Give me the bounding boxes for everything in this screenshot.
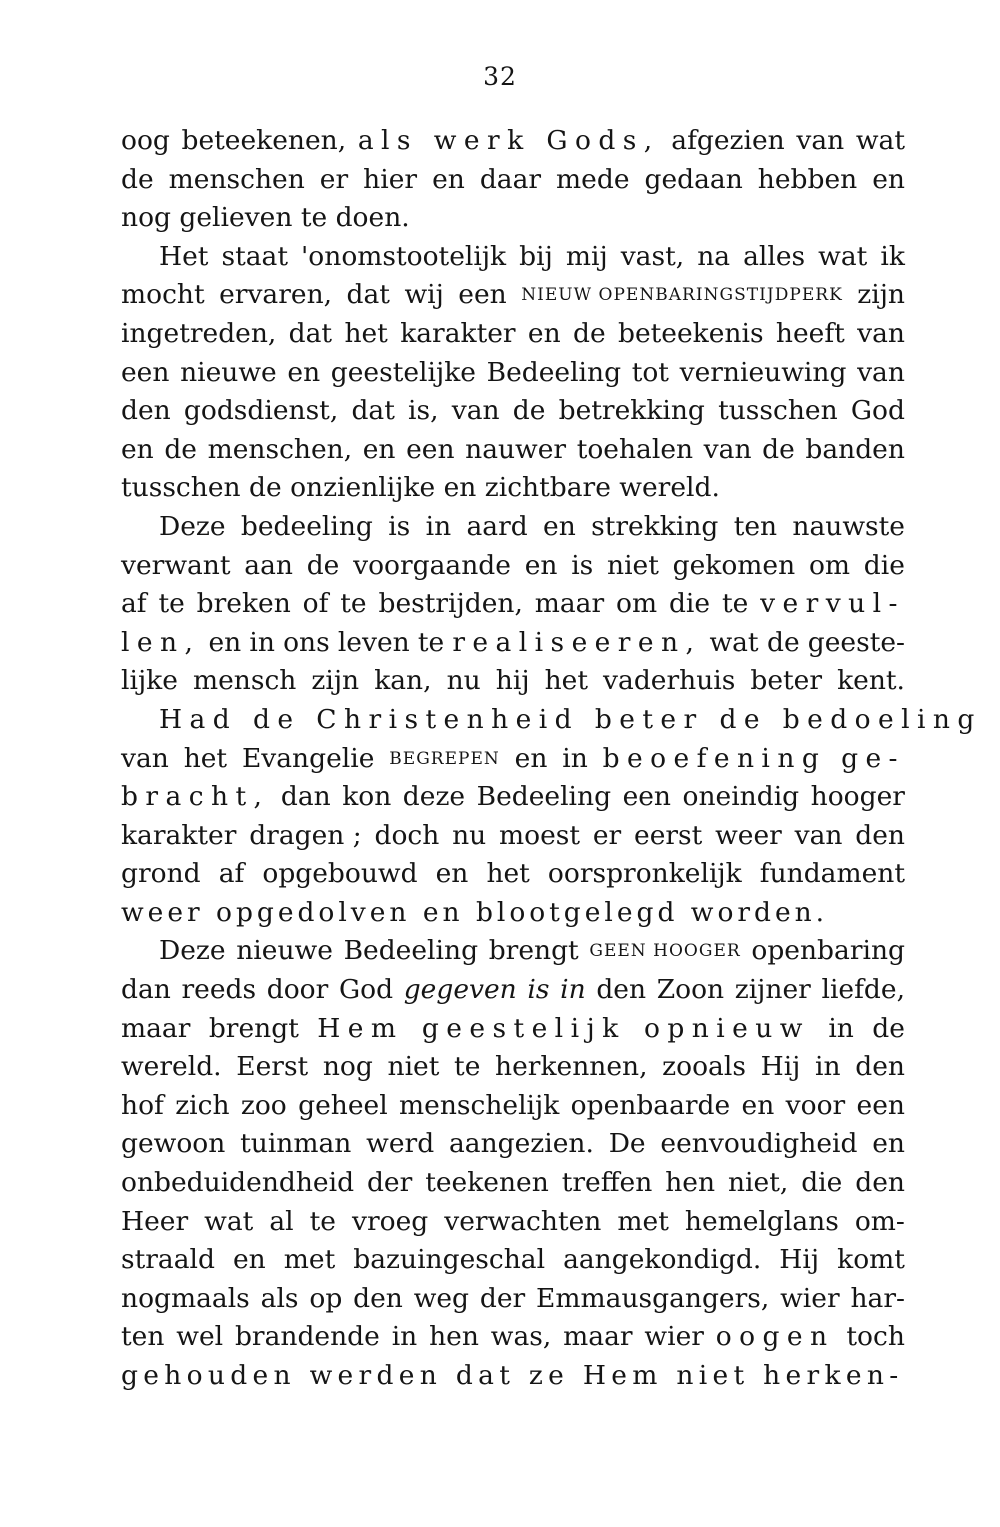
word: weg [413,1282,470,1314]
word: geestelijke [330,356,476,388]
word: liefde, [821,974,905,1006]
word: is, [408,395,439,427]
word: met [283,1244,336,1276]
small-caps-emphasis: BEGREPEN [389,748,500,769]
word: van [796,125,845,156]
spaced-emphasis: geestelijk [421,1012,626,1044]
word: aard [466,510,528,542]
word: een [622,781,671,813]
word: Heer [121,1205,189,1237]
text-line [121,315,905,354]
spaced-emphasis: als werk Gods, [357,125,660,156]
word: de [306,549,340,581]
word: Emmausgangers, [536,1282,770,1314]
word: Hij [779,1244,820,1276]
word: wat [204,1205,254,1237]
word: af [218,858,245,890]
word: oneindig [682,781,800,813]
word: alles [743,240,806,272]
word: in [815,1051,841,1083]
word: aangekondigd. [563,1244,762,1276]
word: de [872,1012,905,1044]
word: den [596,974,647,1006]
word: een [121,356,170,388]
word: door [266,974,329,1006]
text-line [121,855,905,894]
word: die [668,588,711,620]
word: De [608,1128,646,1160]
word: karakter [121,819,237,851]
word: eerst [634,819,703,851]
word: de [512,395,546,427]
word: den [855,1051,905,1083]
word: te [417,626,445,658]
text-line [121,1357,905,1396]
text-line [121,1010,905,1049]
text-line [121,1280,905,1319]
word: dan [121,974,171,1006]
word: en [362,433,396,465]
word: Bedeeling [486,356,622,388]
word: openbaarde [570,1089,731,1121]
word: een [856,1089,905,1121]
word: van [794,819,843,851]
word: vernieuwing [679,356,847,388]
text-line [121,624,905,663]
word: niet [607,549,659,581]
word: oog [121,125,170,156]
text-line [121,971,905,1010]
word: op [309,1282,343,1314]
small-caps-emphasis: GEEN HOOGER [589,941,741,962]
word: vaderhuis [603,665,736,697]
word: hooger [810,781,905,813]
word: wat [855,125,905,156]
word: wij [404,279,444,311]
word: is [571,549,594,581]
word: nieuwe [180,356,277,388]
word: staat [221,240,288,272]
word: weer [715,819,782,851]
word: moest [499,819,581,851]
word: van [121,742,169,774]
word: zich [175,1089,230,1121]
word: in [425,510,452,542]
word: daar [479,163,542,195]
word: heeft [775,317,845,349]
word: maar [563,1321,633,1353]
text-line [121,778,905,817]
word: straald [121,1244,215,1276]
word: en [208,626,242,658]
word: God [338,974,394,1006]
word: zoo [240,1089,287,1121]
word: nu [446,665,481,697]
word: het [183,742,228,774]
word: teekenen [425,1167,549,1199]
word: zijner [734,974,811,1006]
word: dan [280,781,331,813]
word: als [260,1282,299,1314]
text-line [121,817,905,856]
text-line [121,122,905,161]
spaced-emphasis: Hem [317,1012,404,1044]
word: en [233,1244,266,1276]
word: een [406,433,455,465]
word: onbeduidendheid [121,1167,355,1199]
word: Deze [159,510,226,542]
word: grond [121,858,201,890]
word: wel [176,1321,224,1353]
word: voor [785,1089,846,1121]
word: den [855,819,905,851]
word: den [121,395,171,427]
word: Deze [159,935,226,967]
word: de [164,433,197,465]
spaced-emphasis: realiseeren, [452,626,702,658]
word: kan, [374,665,432,697]
text-line [121,662,905,701]
word: mede [556,163,630,195]
word: nog gelieven te doen. [121,202,410,234]
word: en [524,549,558,581]
word: den [855,1167,905,1199]
word: wat [818,240,868,272]
word: die [801,1167,843,1199]
word: hof [121,1089,164,1121]
word: mensch [192,665,297,697]
word: zijn [311,665,360,697]
body-text [121,122,982,1396]
text-line [121,1125,905,1164]
word: hen [665,1167,716,1199]
word: wat de [709,626,800,658]
word: en [527,317,561,349]
word: maar [121,1012,191,1044]
word: te [309,1205,336,1237]
word: al [269,1205,294,1237]
word: zijn [857,279,905,311]
word: kon [342,781,392,813]
word: 'onomstootelijk [301,240,507,272]
word: kent. [837,665,905,697]
word: in [249,626,275,658]
word: te [158,588,185,620]
word: het [486,858,530,890]
text-line [121,1087,905,1126]
word: bedeeling [240,510,373,542]
word: eenvoudigheid [660,1128,858,1160]
word: niet [387,1051,440,1083]
word: betrekking [558,395,705,427]
word: ervaren, [219,279,333,311]
word: nauwste [792,510,905,542]
spaced-emphasis: weer opgedolven en blootgelegd worden. [121,896,829,928]
word: mij [565,240,608,272]
word: van [857,356,905,388]
word: tuinman [240,1128,352,1160]
word: karakter [400,317,516,349]
spaced-emphasis: opnieuw [644,1012,810,1044]
word: met [617,1205,669,1237]
word: brengt [208,1012,299,1044]
text-line [121,1164,905,1203]
text-line [121,740,905,779]
word: in [391,1321,418,1353]
word: was, [490,1321,552,1353]
word: wereld. [121,1051,222,1083]
word: zooals [662,1051,746,1083]
word: het [544,665,588,697]
word: om [616,588,658,620]
small-caps-emphasis: NIEUW OPENBARINGSTIJDPERK [521,285,843,306]
word: hier [363,163,418,195]
word: brengt [488,935,579,967]
word: wier [644,1321,704,1353]
spaced-emphasis: ge- [841,742,905,774]
word: aan [244,549,293,581]
word: Bedeeling [476,781,612,813]
word: van [857,317,905,349]
word: de [121,163,154,195]
word: vast, [620,240,685,272]
text-line [121,508,905,547]
word: ingetreden, [121,317,277,349]
word: nu [452,819,487,851]
text-line [121,431,905,470]
word: beter [750,665,823,697]
word: Het [159,240,209,272]
word: een [458,279,507,311]
word: dat [346,279,390,311]
word: Bedeeling [343,935,479,967]
word: werd [366,1128,435,1160]
word: en [872,1128,905,1160]
word: mocht [121,279,205,311]
word: menschelijk [399,1089,560,1121]
word: nogmaals [121,1282,250,1314]
word: breken [196,588,291,620]
text-line [121,354,905,393]
text-line [121,701,982,740]
word: om- [854,1205,905,1237]
word: er [592,819,622,851]
word: dragen ; [249,819,362,851]
word: menschen, [207,433,353,465]
word: hemelglans [684,1205,839,1237]
word: Evangelie [241,742,375,774]
word: hebben [757,163,858,195]
word: banden [805,433,905,465]
word: bij [519,240,553,272]
word: geheel [298,1089,388,1121]
text-line [121,276,905,315]
word: lijke [121,665,178,697]
word: of [302,588,329,620]
word: Hij [760,1051,801,1083]
spaced-emphasis: beoefening [602,742,827,774]
word: toch [846,1321,905,1353]
word: gewoon [121,1128,226,1160]
word: deze [402,781,466,813]
word: en [287,356,321,388]
text-line [121,1203,905,1242]
word: den [353,1282,403,1314]
word: gekomen [672,549,796,581]
spaced-emphasis: oogen [715,1321,835,1353]
word: niet, [727,1167,789,1199]
word: ik [880,240,905,272]
word: en [121,433,154,465]
word: van [451,395,500,427]
word: Eerst [236,1051,309,1083]
word: en [435,858,469,890]
text-line [121,585,905,624]
word: doch [374,819,440,851]
word: is [388,510,411,542]
word: geeste- [807,626,905,658]
word: ons [283,626,330,658]
word: nog [322,1051,373,1083]
word: af [121,588,147,620]
word: strekking [591,510,719,542]
text-line [121,161,905,200]
text-line [121,199,905,238]
word: de [762,433,795,465]
text-line [121,1241,905,1280]
word: openbaring [751,935,905,967]
word: en [514,742,548,774]
word: verwant [121,549,231,581]
word: nieuwe [236,935,333,967]
spaced-emphasis: bracht, [121,781,270,813]
spaced-emphasis: gehouden werden dat ze Hem niet herken- [121,1360,904,1391]
text-line [121,1048,905,1087]
word: verwachten [444,1205,602,1237]
spaced-emphasis: vervul- [760,588,905,620]
word: tot [631,356,669,388]
word: van [703,433,752,465]
word: bestrijden, [378,588,523,620]
word: in [828,1012,854,1044]
word: in [560,974,586,1006]
word: is [527,974,550,1006]
word: te [340,588,367,620]
word: aangezien. [448,1128,594,1160]
word: beteekenis [618,317,764,349]
word: toehalen [576,433,694,465]
word: nauwer [465,433,567,465]
word: de [573,317,606,349]
word: opgebouwd [262,858,418,890]
word: te [721,588,749,620]
word: en [872,163,905,195]
word: te [454,1051,481,1083]
text-line [121,1318,905,1357]
word: het [344,317,388,349]
word: voorgaande [353,549,511,581]
word: hen [429,1321,479,1353]
word: die [863,549,905,581]
word: har- [850,1282,905,1314]
word: om [808,549,851,581]
word: der [366,1167,413,1199]
word: en [432,163,465,195]
word: beteekenen, [181,125,347,156]
word: en [741,1089,775,1121]
word: reeds [181,974,257,1006]
word: komt [837,1244,905,1276]
spaced-emphasis: len, [121,626,201,658]
word: tusschen de onzienlijke en zichtbare wereld. [121,472,720,504]
word: dat [288,317,333,349]
text-line [121,894,905,933]
word: ten [121,1321,165,1353]
word: leven [337,626,410,658]
word: fundament [759,858,905,890]
word: er [319,163,349,195]
word: treffen [561,1167,653,1199]
word: God [850,395,905,427]
text-line [121,238,905,277]
page-number: 32 [483,62,517,91]
word: in [562,742,588,774]
text-line [121,932,905,971]
word: bazuingeschal [353,1244,546,1276]
word: vroeg [351,1205,429,1237]
word: der [479,1282,526,1314]
spaced-emphasis: Had de Christenheid beter de bedoeling [159,703,982,735]
word: herkennen, [495,1051,648,1083]
word: afgezien [671,125,785,156]
word: maar [534,588,605,620]
word: gegeven [403,974,517,1006]
word: na [697,240,731,272]
text-line [121,392,905,431]
word: wier [780,1282,840,1314]
word: dat [351,395,395,427]
word: en [543,510,576,542]
word: gedaan [644,163,743,195]
word: menschen [168,163,305,195]
word: godsdienst, [183,395,339,427]
word: ten [733,510,778,542]
text-line [121,547,905,586]
word: oorspronkelijk [547,858,742,890]
text-line [121,469,905,508]
word: brandende [234,1321,380,1353]
word: Zoon [656,974,725,1006]
word: hij [495,665,530,697]
word: tusschen [718,395,838,427]
